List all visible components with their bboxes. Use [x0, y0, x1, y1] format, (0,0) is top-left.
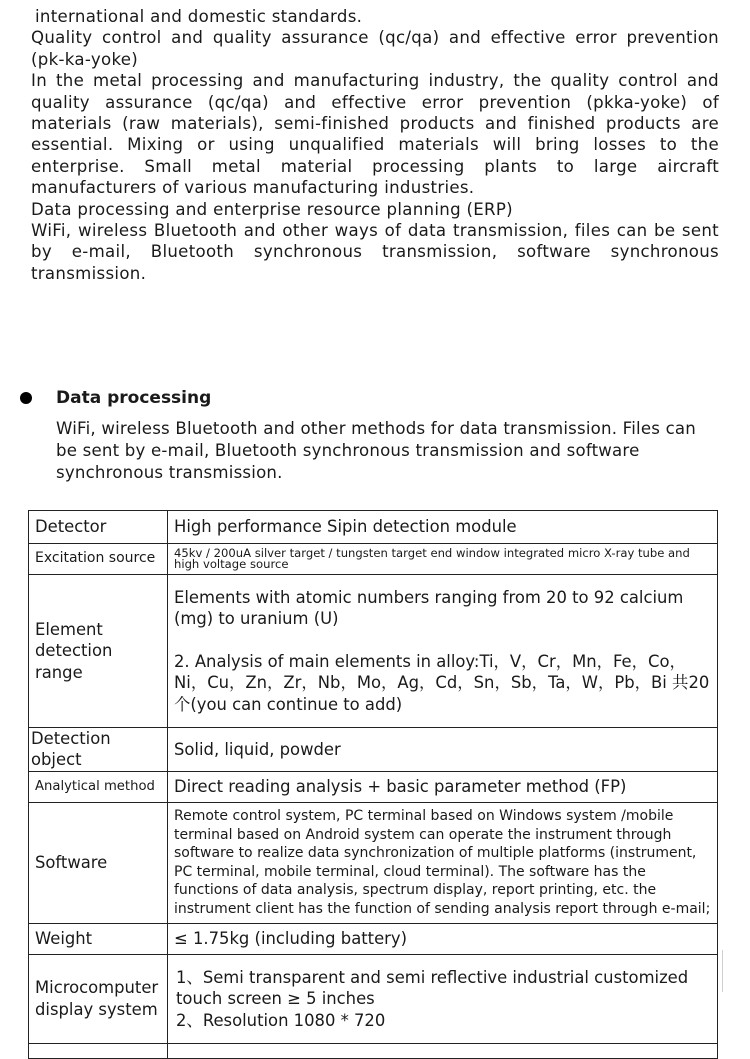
spec-label — [29, 1043, 168, 1058]
edge-mark — [722, 950, 723, 992]
spec-value: 45kv / 200uA silver target / tungsten target end window integrated micro X-ray tube and high voltage source — [168, 544, 718, 575]
spec-value-line: 2. Analysis of main elements in alloy:Ti，V，Cr，Mn，Fe，Co，Ni，Cu，Zn，Zr，Nb，Mo，Ag，Cd，Sn，Sb，Ta，W，Pb，Bi 共20个(you can continue to add) — [174, 651, 710, 714]
bullet-icon — [20, 392, 32, 404]
table-row — [29, 923, 718, 954]
spec-label: Analytical method — [29, 771, 168, 802]
spec-value — [168, 1043, 718, 1058]
spec-label: Detector — [29, 511, 168, 544]
spec-value — [168, 575, 718, 728]
spec-table — [28, 510, 718, 1059]
intro-paragraph: In the metal processing and manufacturing industry, the quality control and quality assurance (qc/qa) and effective error prevention (pkka-yoke) of materials (raw materials), semi-finished products and finished products are essential. Mixing or using unqualified materials will bring losses to the enterprise. Small metal material processing plants to large aircraft manufacturers of various manufacturing industries. — [31, 71, 719, 198]
spec-label: Weight — [29, 923, 168, 954]
spec-label: Detection object — [29, 728, 168, 772]
intro-paragraph: international and domestic standards. — [35, 7, 363, 26]
spec-value: Solid, liquid, powder — [168, 728, 718, 772]
table-row — [29, 544, 718, 575]
table-row — [29, 511, 718, 544]
spec-label: Microcomputer display system — [29, 954, 168, 1043]
spec-value: Direct reading analysis + basic parameter method (FP) — [168, 771, 718, 802]
section-heading: Data processing — [56, 388, 212, 408]
table-row — [29, 575, 718, 728]
spec-value: High performance Sipin detection module — [168, 511, 718, 544]
intro-paragraph: WiFi, wireless Bluetooth and other ways of data transmission, files can be sent by e-mail, Bluetooth synchronous transmission, software synchronous transmission. — [31, 221, 719, 283]
intro-paragraph: Data processing and enterprise resource planning (ERP) — [31, 199, 513, 219]
spec-value: ≤ 1.75kg (including battery) — [168, 923, 718, 954]
spec-label: Excitation source — [29, 544, 168, 575]
section-body: WiFi, wireless Bluetooth and other methods for data transmission. Files can be sent by e-mail, Bluetooth synchronous transmission and software synchronous transmission. — [56, 419, 696, 482]
spec-value — [168, 954, 718, 1043]
table-row — [29, 771, 718, 802]
spec-value-line: Elements with atomic numbers ranging from 20 to 92 calcium (mg) to uranium (U) — [174, 587, 684, 629]
table-row — [29, 802, 718, 923]
table-row — [29, 954, 718, 1043]
spec-label: Software — [29, 802, 168, 923]
spec-value-line: 2、Resolution 1080 * 720 — [176, 1010, 386, 1030]
table-row — [29, 1043, 718, 1058]
spec-label: Element detection range — [29, 575, 168, 728]
intro-paragraph: Quality control and quality assurance (qc/qa) and effective error prevention (pk-ka-yoke) — [31, 28, 719, 69]
spec-value-line: 1、Semi transparent and semi reflective industrial customized touch screen ≥ 5 inches — [176, 967, 689, 1009]
intro-text — [31, 6, 719, 284]
table-row — [29, 728, 718, 772]
spec-value: Remote control system, PC terminal based on Windows system /mobile terminal based on Android system can operate the instrument through software to realize data synchronization of multiple platforms (instrument, PC terminal, mobile terminal, cloud terminal). The software has the functions of data analysis, spectrum display, report printing, etc. the instrument client has the function of sending analysis report through e-mail; — [168, 802, 718, 923]
